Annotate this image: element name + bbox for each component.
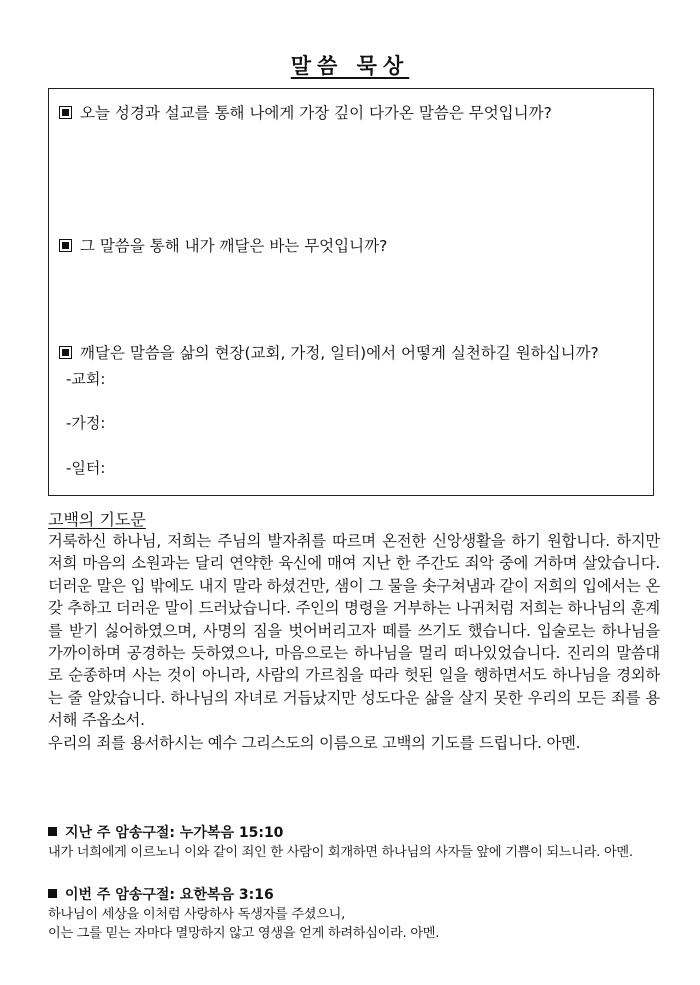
prayer-body (48, 530, 660, 754)
last-week-verse-text: 내가 너희에게 이르노니 이와 같이 죄인 한 사람이 회개하면 하나님의 사자들 앞에 기쁨이 되느니라. 아멘. (48, 845, 633, 860)
question-1 (59, 101, 552, 123)
checkbox-square-icon (59, 239, 72, 252)
square-bullet-icon (48, 827, 57, 836)
page-title: 말씀 묵상 (290, 54, 410, 78)
question-2-text: 그 말씀을 통해 내가 깨달은 바는 무엇입니까? (80, 237, 388, 255)
practice-home-label: -가정: (66, 414, 106, 432)
prayer-title: 고백의 기도문 (48, 510, 146, 529)
checkbox-square-icon (59, 346, 72, 359)
question-2 (59, 234, 387, 256)
this-week-verse-line-2: 이는 그를 믿는 자마다 멸망하지 않고 영생을 얻게 하려하심이라. 아멘. (48, 926, 440, 941)
question-1-text: 오늘 성경과 설교를 통해 나에게 가장 깊이 다가온 말씀은 무엇입니까? (80, 104, 552, 122)
this-week-verse-label: 이번 주 암송구절: 요한복음 3:16 (65, 887, 274, 903)
this-week-verse-line-1: 하나님이 세상을 이처럼 사랑하사 독생자를 주셨으니, (48, 907, 346, 922)
question-3-text: 깨달은 말씀을 삶의 현장(교회, 가정, 일터)에서 어떻게 실천하길 원하십니까? (80, 344, 599, 362)
practice-church-label: -교회: (66, 370, 106, 388)
last-week-verse-label: 지난 주 암송구절: 누가복음 15:10 (65, 825, 284, 841)
meditation-box (48, 88, 654, 496)
question-3 (59, 341, 599, 363)
practice-work-label: -일터: (66, 459, 106, 477)
checkbox-square-icon (59, 106, 72, 119)
prayer-text: 거룩하신 하나님, 저희는 주님의 발자취를 따르며 온전한 신앙생활을 하기 원합니다. 하지만 저희 마음의 소원과는 달리 연약한 육신에 매여 지난 한 주간도 죄악 중에 거하며 살았습니다. 더러운 말은 입 밖에도 내지 말라 하셨건만, 샘이 그 물을 솟구쳐냄과 같이 저희의 입에서는 온갖 추하고 더러운 말이 드러났습니다. 주인의 명령을 거부하는 나귀처럼 저희는 하나님의 훈계를 받기 싫어하였으며, 사명의 짐을 벗어버리고자 떼를 쓰기도 했습니다. 입술로는 하나님을 가까이하며 공경하는 듯하였으나, 마음으로는 하나님을 멀리 떠나있었습니다. 진리의 말씀대로 순종하며 사는 것이 아니라, 사람의 가르침을 따라 헛된 일을 행하면서도 하나님을 경외하는 줄 알았습니다. 하나님의 자녀로 거듭났지만 성도다운 삶을 살지 못한 우리의 모든 죄를 용서해 주옵소서. (48, 532, 660, 730)
this-week-verse-heading (48, 884, 274, 904)
square-bullet-icon (48, 889, 57, 898)
prayer-closing: 우리의 죄를 용서하시는 예수 그리스도의 이름으로 고백의 기도를 드립니다. 아멘. (48, 733, 581, 752)
last-week-verse-heading (48, 822, 283, 842)
this-week-verse-text (48, 905, 663, 943)
